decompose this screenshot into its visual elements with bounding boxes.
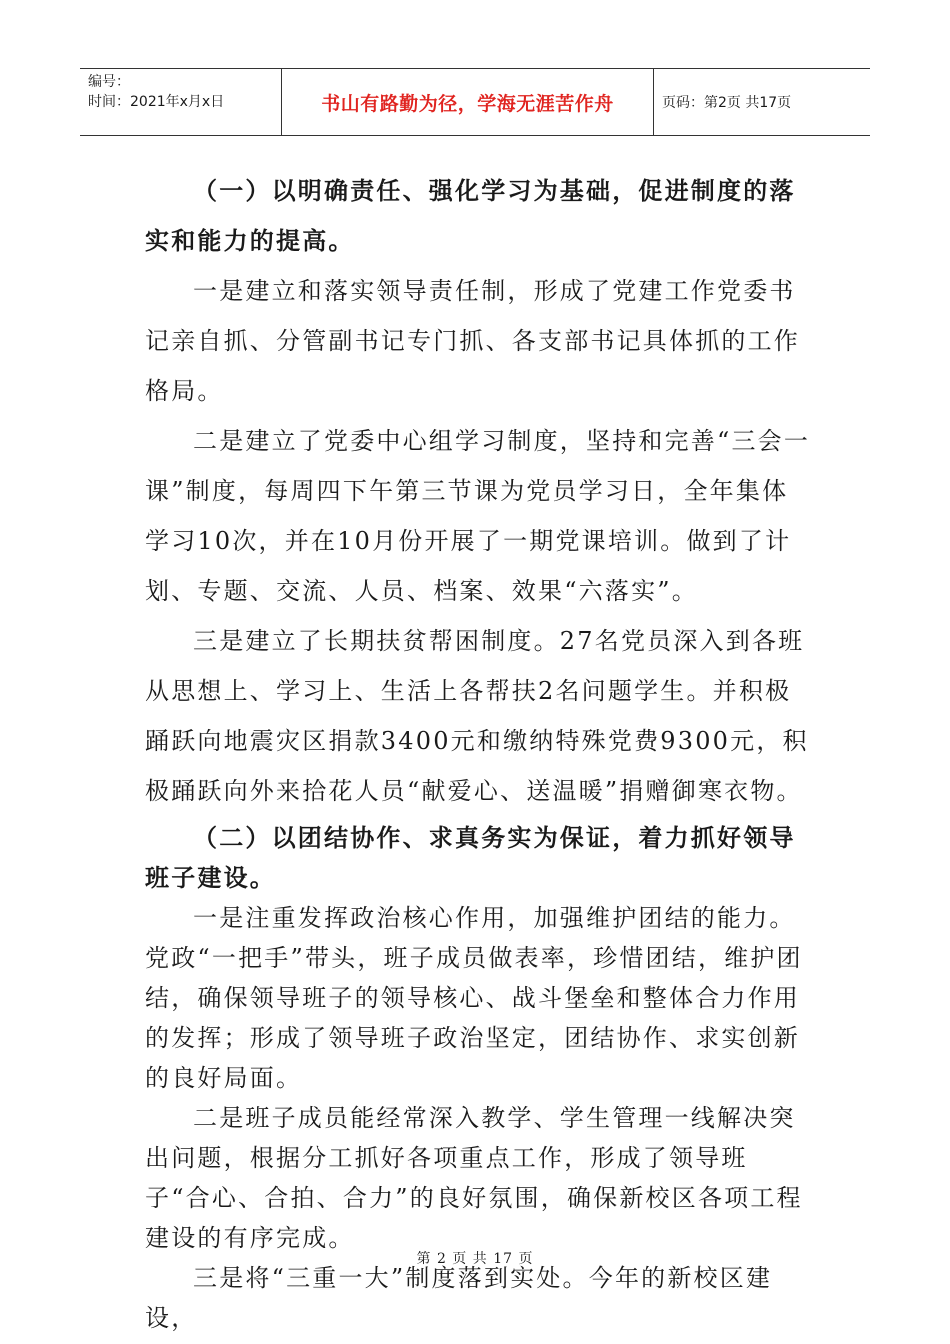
document-header	[80, 68, 870, 136]
section-2-paragraph-1: 一是注重发挥政治核心作用，加强维护团结的能力。党政“一把手”带头，班子成员做表率，珍惜团结，维护团结，确保领导班子的领导核心、战斗堡垒和整体合力作用的发挥；形成了领导班子政治坚定，团结协作、求实创新的良好局面。	[145, 904, 803, 1092]
header-page-number: 页码：第2页 共17页	[662, 95, 792, 111]
section-1-heading: （一）以明确责任、强化学习为基础，促进制度的落实和能力的提高。	[145, 176, 796, 255]
document-time: 时间：2021年x月x日	[88, 94, 225, 110]
section-1-paragraph-3: 三是建立了长期扶贫帮困制度。27名党员深入到各班从思想上、学习上、生活上各帮扶2名问题学生。并积极踊跃向地震灾区捐款3400元和缴纳特殊党费9300元，积极踊跃向外来拾花人员“献爱心、送温暖”捐赠御寒衣物。	[145, 627, 809, 805]
header-meta	[80, 69, 282, 135]
page-footer: 第 2 页 共 17 页	[416, 1251, 534, 1267]
section-2-paragraph-2: 二是班子成员能经常深入教学、学生管理一线解决突出问题，根据分工抓好各项重点工作，形成了领导班子“合心、合拍、合力”的良好氛围，确保新校区各项工程建设的有序完成。	[145, 1104, 803, 1252]
document-body	[145, 166, 813, 1338]
section-1-paragraph-2: 二是建立了党委中心组学习制度，坚持和完善“三会一课”制度，每周四下午第三节课为党员学习日，全年集体学习10次，并在10月份开展了一期党课培训。做到了计划、专题、交流、人员、档案、效果“六落实”。	[145, 427, 811, 605]
section-2-paragraph-3: 三是将“三重一大”制度落到实处。今年的新校区建设，	[145, 1264, 773, 1332]
header-motto: 书山有路勤为径，学海无涯苦作舟	[282, 69, 654, 135]
section-2-heading: （二）以团结协作、求真务实为保证，着力抓好领导班子建设。	[145, 823, 796, 892]
section-1-paragraph-1: 一是建立和落实领导责任制，形成了党建工作党委书记亲自抓、分管副书记专门抓、各支部书记具体抓的工作格局。	[145, 277, 800, 405]
document-number: 编号：	[88, 74, 130, 90]
